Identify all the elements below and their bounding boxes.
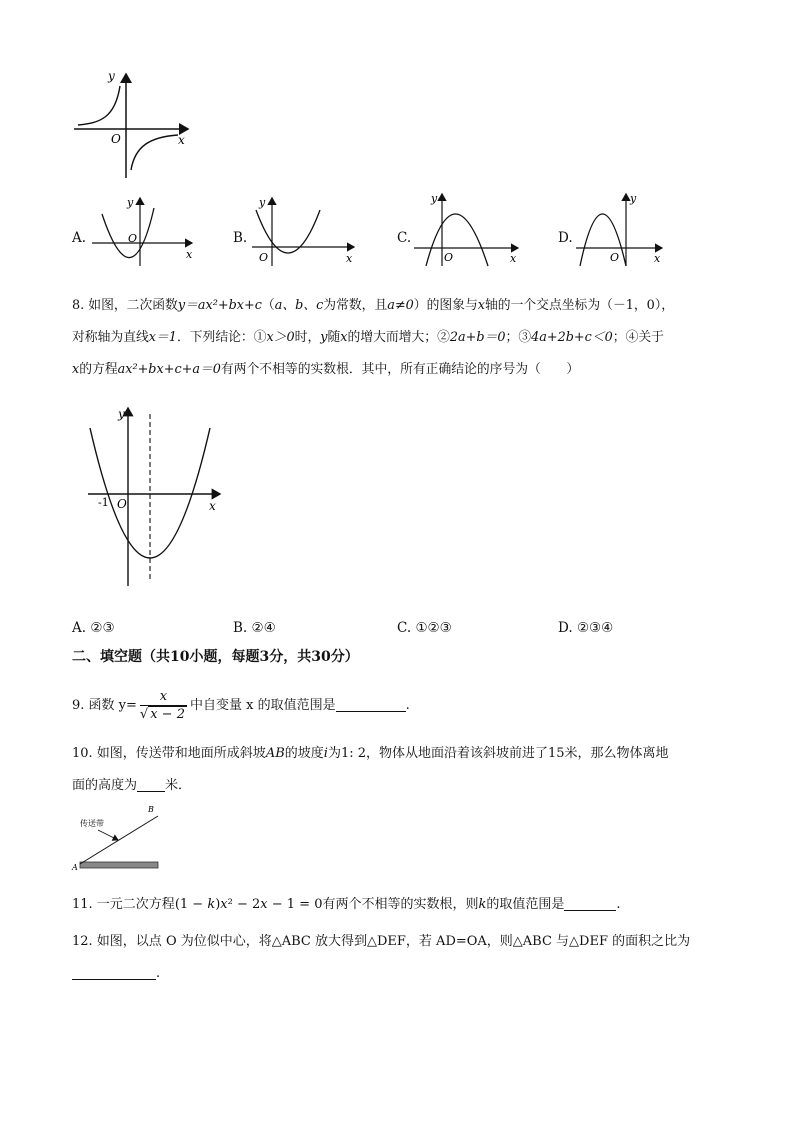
question-8-line-3: x的方程ax²+bx+c+a＝0有两个不相等的实数根．其中，所有正确结论的序号为（ ） [72,362,580,377]
question-8-line-1: 8. 如图，二次函数y＝ax²+bx+c（a、b、c为常数，且a≠0）的图象与x轴的一个交点坐标为（－1，0）， [72,298,675,313]
question-9-text: 9. 函数 y= $\frac{x}{√ x - 2}$ 中自变量 x 的取值范围是 . [72,689,410,722]
belt-label: 传送带 [80,819,104,828]
origin-label: O [444,251,454,264]
point-b-label: B [148,805,154,814]
y-axis-label: y [431,192,438,205]
equation: (1 − k)x² − 2x − 1 = 0 [174,897,323,912]
point-a-label: A [72,863,78,872]
option-d-graph[interactable] [574,190,688,268]
y-axis-label: y [259,196,266,209]
option-c-letter[interactable]: C. [397,230,412,246]
q8-option-b[interactable]: B. ②④ [233,620,276,636]
question-12-line-2: . [72,958,690,990]
question-10-text [72,738,732,802]
belt-pointer-arrow [98,830,118,840]
x-axis-label: x [654,252,661,265]
y-axis-label: y [127,196,134,209]
hyperbola-branch-upper-left [78,86,120,125]
answer-blank[interactable] [137,777,165,792]
ground [80,862,158,868]
q8-option-a[interactable]: A. ②③ [72,620,115,636]
q8-option-c[interactable]: C. ①②③ [397,620,452,636]
option-a-letter[interactable]: A. [72,230,87,246]
question-10-line-2: 面的高度为 米． [72,778,192,793]
hyperbola-branch-lower-right [131,135,178,170]
neg-one-label: -1 [98,496,109,509]
question-12-text [72,926,690,990]
x-axis-label: x [209,499,216,513]
x-axis-label: x [178,133,185,147]
question-8-parabola-figure [86,402,236,590]
section-2-heading: 二、填空题（共10小题，每题3分，共30分） [72,649,359,665]
origin-label: O [117,497,127,511]
option-b-letter[interactable]: B. [233,230,248,246]
answer-blank[interactable] [564,896,616,911]
option-a-graph[interactable] [90,194,198,268]
origin-label: O [111,132,121,146]
origin-label: O [610,251,620,264]
x-axis-label: x [186,248,193,261]
x-axis-label: x [510,252,517,265]
fraction: $\frac{x}{√ x - 2}$ [139,689,185,722]
conveyor-belt-figure [72,804,168,872]
origin-label: O [259,251,269,264]
origin-label: O [128,232,138,245]
option-d-letter[interactable]: D. [558,230,573,246]
parabola-curve [580,214,626,266]
x-axis-label: x [346,252,353,265]
question-10-line-1: 10. 如图，传送带和地面所成斜坡AB的坡度i为1: 2，物体从地面沿着该斜坡前进了15米，那么物体离地 [72,746,669,761]
y-axis-label: y [630,192,637,205]
hyperbola-figure [70,66,200,182]
option-b-graph[interactable] [250,194,360,268]
question-8-text [72,290,732,386]
question-8-line-2: 对称轴为直线x＝1．下列结论：①x＞0时，y随x的增大而增大；②2a+b＝0；③4a+2b+c＜0；④关于 [72,330,664,345]
q8-option-d[interactable]: D. ②③④ [558,620,614,636]
parabola-curve [426,214,488,266]
y-axis-label: y [108,69,115,83]
answer-blank[interactable] [336,697,406,712]
question-12-line-1: 12. 如图，以点 O 为位似中心，将△ABC 放大得到△DEF，若 AD=OA，则△ABC 与△DEF 的面积之比为 [72,934,691,949]
option-c-graph[interactable] [412,190,526,268]
y-axis-label: y [118,407,125,421]
answer-blank[interactable] [72,965,156,980]
question-11-text: 11. 一元二次方程(1 − k)x² − 2x − 1 = 0有两个不相等的实数根，则k的取值范围是 . [72,897,621,912]
